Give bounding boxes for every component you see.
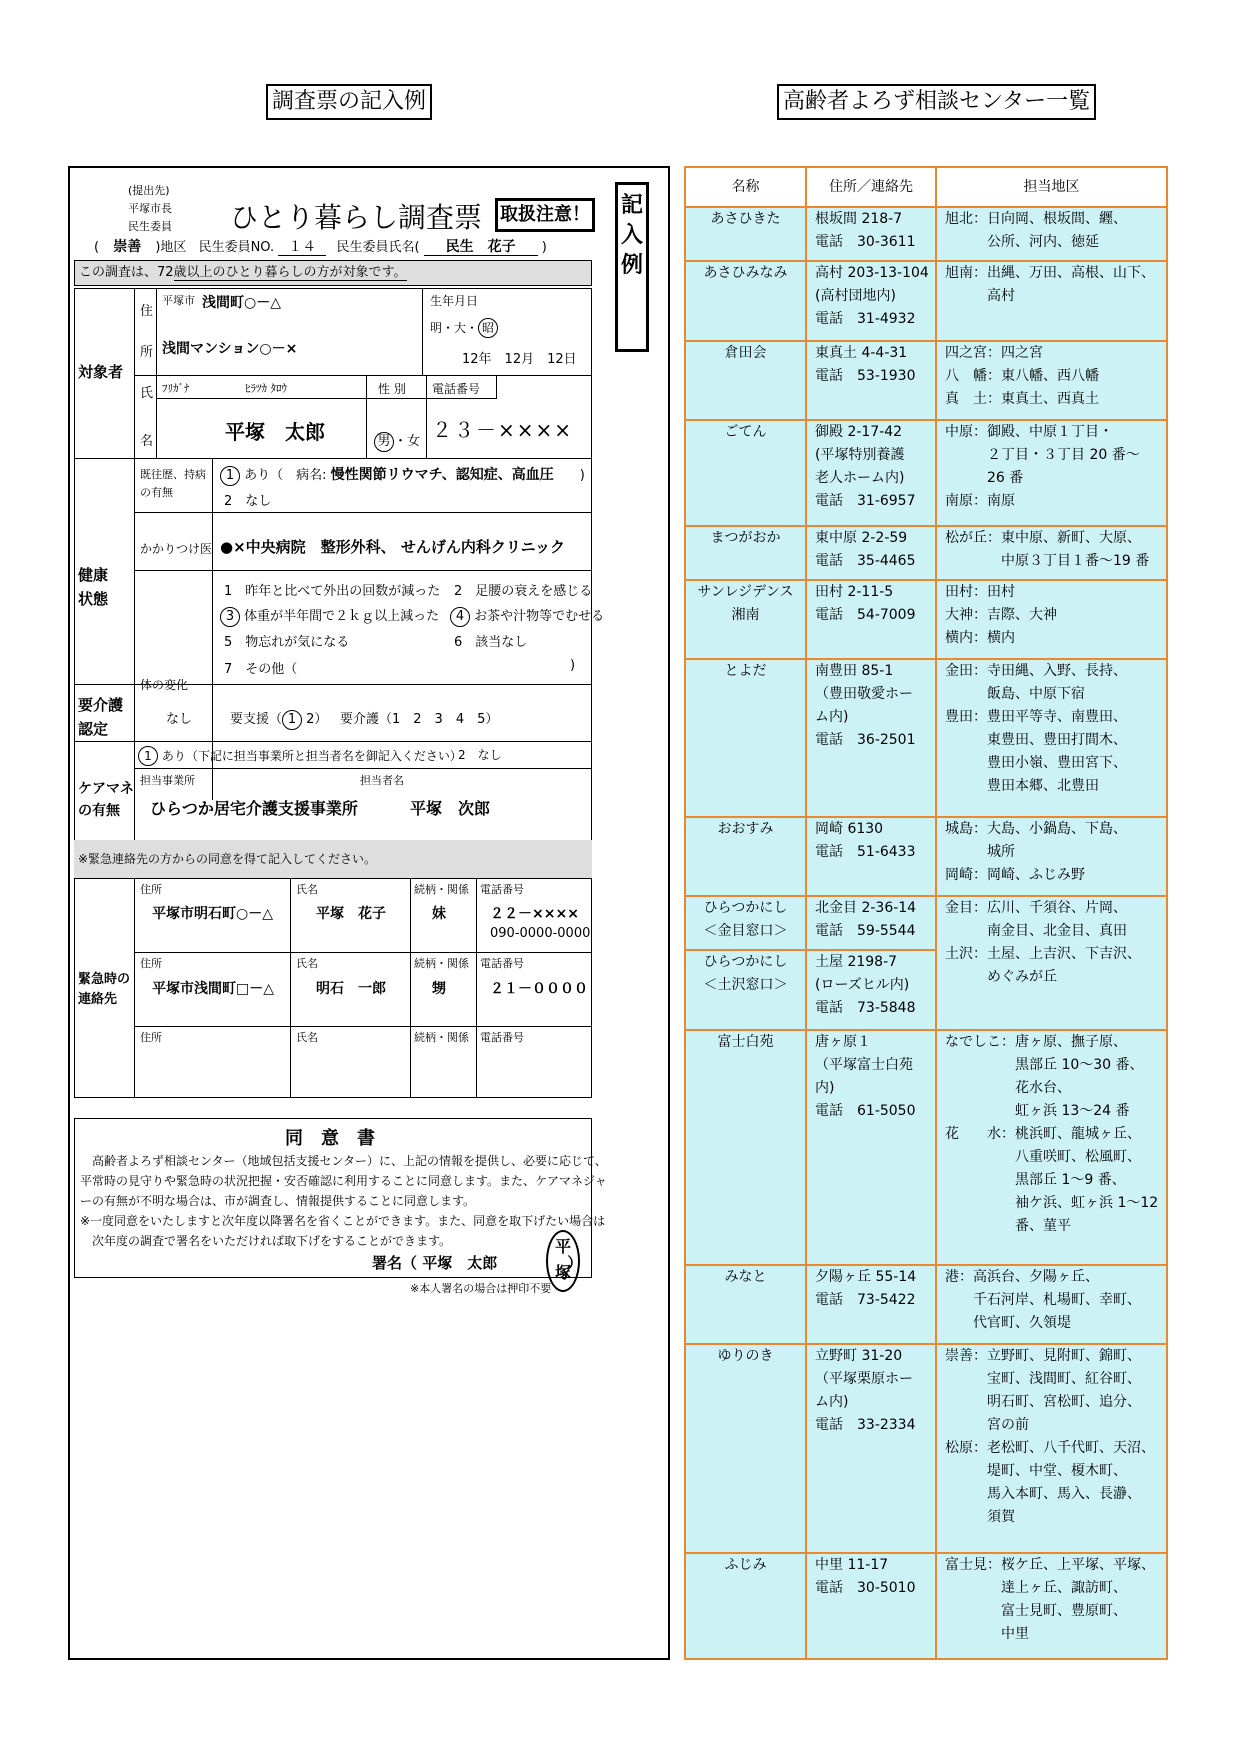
center-addr-line: (高村団地内) [815,287,896,304]
member-no-value: １４ [278,239,326,256]
center-area-line: 金目：広川、千須谷、片岡、 [945,900,1127,917]
form-grid [74,288,592,1098]
contact-address: 平塚市明石町○－△ [152,906,273,922]
member-name-label: 民生委員氏名( [336,240,420,255]
center-row [685,1344,1167,1553]
center-addr-line: 電話 31-6957 [815,493,916,510]
center-addr-line: 電話 35-4465 [815,552,916,569]
header-area: 担当地区 [936,167,1167,207]
center-addr-line: 高村 203-13-104 [815,264,929,281]
col-phone: 電話番号 [480,1031,524,1044]
center-area-line: 横内：横内 [945,629,1015,646]
center-name [685,896,806,950]
change-item [220,605,439,627]
center-addr-line: 岡崎 6130 [815,820,884,837]
emergency-label: 連絡先 [78,992,118,1007]
col-relation: 続柄・関係 [414,1031,469,1044]
col-address: 住所 [140,883,162,896]
example-mark-char: 記 [620,193,643,218]
center-name [685,659,806,816]
center-area-line: 大神：吉際、大神 [945,606,1057,623]
subject-name: 平塚 太郎 [225,420,325,444]
center-area-line: 飯島、中原下宿 [945,686,1085,703]
member-name-close: ) [541,240,547,255]
center-area-line: 八 幡：東八幡、西八幡 [945,367,1099,384]
center-area-line: 富士見：桜ケ丘、上平塚、平塚、 [945,1557,1155,1574]
center-row [685,341,1167,421]
furigana-label: ﾌﾘｶﾞﾅ [162,382,190,395]
cm-yes-text: あり（下記に担当事業所と担当者名を御記入ください） [161,749,462,763]
col-relation: 続柄・関係 [414,957,469,970]
center-addr [806,261,936,341]
center-area-line: 番、菫平 [945,1218,1071,1235]
center-row [685,817,1167,897]
center-table-header [685,167,1167,207]
gender-selected: 男 [374,432,394,452]
gender-label: 性 別 [378,382,406,396]
contact-relation: 妹 [432,906,446,922]
center-area-line: 松原：老松町、八千代町、天沼、 [945,1440,1155,1457]
center-area-line: 崇善：立野町、見附町、錦町、 [945,1348,1141,1365]
center-name-line: おおすみ [717,820,774,837]
col-phone: 電話番号 [480,883,524,896]
center-name [685,1030,806,1265]
center-name [685,526,806,580]
center-row [685,896,1167,950]
center-name [685,261,806,341]
contact-relation: 甥 [432,981,446,997]
change-item: 6 該当なし [454,635,528,650]
cm-yes-num: 1 [138,746,158,766]
center-area-line: 袖ケ浜、虹ヶ浜 1～12 [945,1195,1159,1212]
center-name-line: ふじみ [724,1557,767,1574]
center-addr-line: 夕陽ヶ丘 55-14 [815,1268,917,1285]
name-label: 名 [140,434,154,449]
history-yes-label: あり（ 病名: [244,468,327,483]
center-area-line: 中原３丁目１番～19 番 [945,552,1150,569]
center-addr [806,580,936,660]
change-item: 2 足腰の衰えを感じる [454,584,593,599]
center-addr-line: 電話 36-2501 [815,732,916,749]
col-name: 氏名 [296,883,318,896]
change-item-text: お茶や汁物等でむせる [474,609,605,624]
center-name-line: ＜金目窓口＞ [703,923,788,940]
center-area-line: 宮の前 [945,1417,1029,1434]
consent-title: 同 意 書 [285,1128,375,1149]
center-area-line: 須賀 [945,1509,1015,1526]
center-addr [806,817,936,897]
era-prefix: 明・大・ [430,321,479,335]
center-name [685,580,806,660]
center-area [936,261,1167,341]
history-no: 2 なし [224,494,272,509]
center-area-line: 黒部丘 10～30 番、 [945,1057,1144,1074]
member-name-value: 民生 花子 [424,239,538,256]
center-addr [806,950,936,1030]
consent-line: ーの有無が不明な場合は、市が調査し、情報提供することに同意します。 [80,1194,476,1208]
center-addr-line: ム内) [815,1394,849,1411]
center-area-line: 堤町、中堂、榎木町、 [945,1463,1127,1480]
center-addr-line: 電話 30-3611 [815,234,916,250]
seal-note: ※本人署名の場合は押印不要 [410,1282,552,1295]
center-addr-line: 中里 11-17 [815,1557,889,1574]
district-suffix: )地区 [155,240,187,255]
gender-value [374,430,420,452]
consent-line: 平常時の見守りや緊急時の状況把握・安否確認に利用することに同意します。また、ケアマネジャ [80,1174,607,1188]
center-name-line: ひらつかにし [703,954,788,971]
center-row [685,207,1167,261]
center-name [685,341,806,421]
care-cert-label: 認定 [78,720,109,738]
center-name [685,420,806,526]
center-area [936,1030,1167,1265]
center-addr-line: 御殿 2-17-42 [815,424,903,441]
center-addr-line: 東真土 4-4-31 [815,344,908,361]
center-row [685,580,1167,660]
center-area-line: 城所 [945,843,1015,860]
care-none: なし [166,712,193,727]
center-addr-line: 東中原 2-2-59 [815,529,908,546]
city-label: 平塚市 [162,294,195,307]
center-name-line: まつがおか [710,529,781,546]
center-area-line: 土沢：土屋、上吉沢、下吉沢、 [945,946,1141,963]
center-addr-line: 内) [815,1080,835,1097]
doctor-value: ●×中央病院 整形外科、 せんげん内科クリニック [220,538,565,556]
center-addr-line: 電話 73-5422 [815,1291,916,1308]
submit-to-mayor: 平塚市長 [128,202,172,215]
center-addr-line: 南豊田 85-1 [815,663,894,680]
center-area-line: 港：高浜台、夕陽ヶ丘、 [945,1268,1099,1285]
change-item [450,605,604,627]
center-addr-line: （平塚栗原ホー [815,1371,913,1388]
center-name-line: 湘南 [731,606,760,623]
col-phone: 電話番号 [480,957,524,970]
center-area [936,207,1167,261]
care-support-selected: 1 [282,710,302,730]
center-area [936,1265,1167,1345]
center-row [685,1265,1167,1345]
birth-date: 12年 12月 12日 [462,352,577,367]
member-line [72,236,592,258]
care-cert-label: 要介護 [78,696,124,714]
center-area-line: 豊田小嶺、豊田宮下、 [945,755,1127,772]
center-addr-line: 土屋 2198-7 [815,954,898,971]
center-addr-line: ム内) [815,709,849,726]
center-name [685,207,806,261]
center-row [685,420,1167,526]
center-addr [806,659,936,816]
center-addr [806,1265,936,1345]
contact-phone2: 090-0000-0000 [490,926,591,941]
center-area-line: 田村：田村 [945,583,1015,600]
cm-no: 2 なし [458,748,502,762]
history-disease: 慢性関節リウマチ、認知症、高血圧 [330,467,554,483]
center-addr-line: 老人ホーム内) [815,470,905,487]
body-change-label: 体の変化 [140,678,189,692]
name-label: 氏 [140,386,154,401]
address-line-2: 浅間マンション○－× [162,341,298,357]
center-area-line: 富士見町、豊原町、 [945,1603,1127,1620]
submit-to-member: 民生委員 [128,220,172,233]
center-area-line: 高村 [945,287,1015,304]
contact-address: 平塚市浅間町□－△ [152,981,274,997]
right-title: 高齢者よろず相談センター一覧 [777,84,1096,120]
center-row [685,1030,1167,1265]
center-addr-line: 電話 30-5010 [815,1580,916,1597]
center-area-line: 旭南：出縄、万田、高根、山下、 [945,264,1155,281]
birth-era [430,318,498,338]
care-level: 要介護（1 2 3 4 5） [340,712,499,727]
target-note-rest: 歳以上のひとり暮らしの方が対象です。 [173,265,407,280]
center-name-line: あさひみなみ [703,264,788,281]
center-name-line: ごてん [724,424,767,441]
center-area-line: なでしこ：唐ヶ原、撫子原、 [945,1034,1127,1051]
consent-line: 次年度の調査で署名をいただければ取下げをすることができます。 [80,1234,452,1248]
center-name-line: ひらつかにし [703,900,788,917]
care-support [230,708,327,730]
center-area-line: 代官町、久領堤 [945,1314,1071,1331]
center-area [936,659,1167,816]
center-area [936,1344,1167,1553]
example-mark-char: 例 [620,253,643,278]
subject-label: 対象者 [78,363,124,381]
center-addr-line: 電話 54-7009 [815,606,916,623]
center-addr [806,1030,936,1265]
center-area-line: 旭北：日向岡、根坂間、纒、 [945,211,1127,227]
center-addr-line: 北金目 2-36-14 [815,900,917,917]
center-name-line: みなと [724,1268,767,1285]
change-item: 5 物忘れが気になる [224,635,350,650]
center-area-line: 公所、河内、徳延 [945,234,1099,250]
center-name-line: 倉田会 [724,344,767,361]
contact-name: 平塚 花子 [316,906,386,922]
center-addr-line: 田村 2-11-5 [815,583,894,600]
center-addr-line: （豊田敬愛ホー [815,686,913,703]
history-label: の有無 [140,486,173,499]
cm-yes [138,746,462,766]
center-area-line: 明石町、宮松町、追分、 [945,1394,1141,1411]
center-addr [806,207,936,261]
example-mark [615,182,649,352]
contact-phone: ２２－×××× [490,906,579,922]
center-area-line: 中原：御殿、中原１丁目・ [945,424,1113,441]
target-note-prefix: この調査は、72 [79,265,174,280]
member-no-label: 民生委員NO. [198,240,275,255]
header-address: 住所／連絡先 [806,167,936,207]
caremanager-label: ケアマネ [78,781,134,797]
doctor-label: かかりつけ医 [140,542,213,556]
col-address: 住所 [140,957,162,970]
center-name [685,950,806,1030]
change-item-text: 体重が半年間で２ｋｇ以上減った [244,609,440,624]
health-label: 状態 [78,590,109,608]
center-name-line: ゆりのき [717,1348,774,1365]
survey-form [68,166,670,1660]
form-title: ひとり暮らし調査票 [230,201,483,234]
center-addr [806,896,936,950]
center-area-line: 岡崎：岡崎、ふじみ野 [945,866,1085,883]
center-area [936,580,1167,660]
center-addr-line: 電話 53-1930 [815,367,916,384]
change-item-num: 3 [220,607,240,627]
change-item: 1 昨年と比べて外出の回数が減った [224,584,441,599]
center-name-line: サンレジデンス [697,583,794,600]
center-name-line: 富士白苑 [717,1034,774,1051]
col-name: 氏名 [296,957,318,970]
office-value: ひらつか居宅介護支援事業所 [150,799,358,818]
history-close: ) [579,468,585,483]
care-support-rest: 2） [306,712,328,727]
change-item-num: 4 [450,607,470,627]
office-label: 担当事業所 [140,774,195,787]
center-area-line: 花水台、 [945,1080,1071,1097]
center-area-line: 東豊田、豊田打間木、 [945,732,1127,749]
col-address: 住所 [140,1031,162,1044]
center-area-line: 千石河岸、札場町、幸町、 [945,1291,1141,1308]
center-table [684,166,1168,1660]
center-area-line: 花 水：桃浜町、龍城ヶ丘、 [945,1126,1141,1143]
center-row [685,1553,1167,1659]
center-area-line: 達上ヶ丘、諏訪町、 [945,1580,1127,1597]
center-area-line: 黒部丘 1～9 番、 [945,1172,1126,1189]
change-item: 7 その他（ [224,662,298,677]
district-value: 崇善 [113,239,142,255]
header-name: 名称 [685,167,806,207]
center-addr-line: (ローズヒル内) [815,977,910,994]
center-area-line: めぐみが丘 [945,969,1057,986]
center-area [936,817,1167,897]
center-addr-line: 唐ヶ原１ [815,1034,871,1051]
contact-phone: ２１－００００ [490,981,588,997]
center-name-line: とよだ [724,663,767,680]
center-area-line: 金田：寺田縄、入野、長持、 [945,663,1127,680]
center-addr-line: 電話 59-5544 [815,923,916,940]
center-addr [806,420,936,526]
history-yes [220,464,585,486]
center-name [685,1553,806,1659]
example-mark-char: 入 [620,223,643,248]
center-addr [806,526,936,580]
center-name [685,1265,806,1345]
birth-label: 生年月日 [430,294,479,308]
consent-line: ※一度同意をいたしますと次年度以降署名を省くことができます。また、同意を取下げたい場合は [80,1214,606,1228]
person-label: 担当者名 [360,774,404,787]
emergency-label: 緊急時の [78,972,131,987]
center-addr-line: 立野町 31-20 [815,1348,903,1365]
caution-stamp: 取扱注意！ [495,198,595,232]
center-addr-line: 根坂間 218-7 [815,211,903,227]
center-addr [806,1344,936,1553]
phone-label: 電話番号 [432,382,481,396]
care-support-prefix: 要支援（ [230,712,283,727]
center-area-line: 南原：南原 [945,493,1015,510]
center-name [685,1344,806,1553]
address-line-1: 浅間町○－△ [202,295,281,311]
center-area-line: 虹ヶ浜 13～24 番 [945,1103,1130,1120]
center-name-line: あさひきた [710,211,781,227]
history-label: 既往歴、持病 [140,468,206,481]
center-area-line: ２丁目・３丁目 20 番～ [945,447,1140,464]
signature-value: 平塚 太郎 [422,1254,498,1272]
person-value: 平塚 次郎 [410,799,491,818]
center-area-line: 豊田本郷、北豊田 [945,778,1099,795]
center-area-line: 真 土：東真土、西真土 [945,390,1099,407]
center-name-line: ＜土沢窓口＞ [703,977,788,994]
address-label: 所 [140,345,154,360]
center-row [685,526,1167,580]
signature-close: ） [567,1254,583,1272]
center-addr-line: 電話 61-5050 [815,1103,916,1120]
center-area [936,526,1167,580]
center-addr [806,1553,936,1659]
center-area-line: 中里 [945,1626,1029,1643]
health-label: 健康 [78,566,109,584]
center-addr-line: （平塚富士白苑 [815,1057,913,1074]
center-area [936,896,1167,1030]
center-addr-line: 電話 73-5848 [815,1000,916,1017]
center-addr-line: 電話 33-2334 [815,1417,916,1434]
target-note [74,260,592,286]
gender-rest: ・女 [394,434,421,449]
emergency-note: ※緊急連絡先の方からの同意を得て記入してください。 [74,840,592,878]
center-addr-line: (平塚特別養護 [815,447,905,464]
col-name: 氏名 [296,1031,318,1044]
center-area-line: 城島：大島、小鍋島、下島、 [945,820,1127,837]
center-name [685,817,806,897]
center-area-line: 四之宮：四之宮 [945,344,1043,361]
furigana-value: ﾋﾗﾂｶ ﾀﾛｳ [245,382,287,395]
center-area-line: 豊田：豊田平等寺、南豊田、 [945,709,1127,726]
subject-phone: ２３－×××× [432,418,574,442]
col-relation: 続柄・関係 [414,883,469,896]
consent-line: 高齢者よろず相談センター（地域包括支援センター）に、上記の情報を提供し、必要に応じて、 [80,1154,607,1168]
center-area-line: 八重咲町、松風町、 [945,1149,1141,1166]
contact-name: 明石 一郎 [316,981,386,997]
era-selected: 昭 [478,318,498,338]
submit-to-label: (提出先) [128,184,170,197]
caremanager-label: の有無 [78,803,120,819]
center-area [936,341,1167,421]
center-area-line: 宝町、浅間町、紅谷町、 [945,1371,1141,1388]
center-area [936,420,1167,526]
center-area-line: 26 番 [945,470,1024,487]
address-label: 住 [140,304,154,319]
seal-stamp: 平塚 [546,1230,580,1292]
district-open: ( [94,240,100,255]
center-area-line: 馬入本町、馬入、長瀞、 [945,1486,1141,1503]
center-row [685,659,1167,816]
center-area-line: 松が丘：東中原、新町、大原、 [945,529,1141,546]
center-row [685,261,1167,341]
left-title: 調査票の記入例 [266,84,432,120]
center-addr [806,341,936,421]
signature-label: 署名（ [372,1254,418,1272]
history-yes-num: 1 [220,466,240,486]
change-item-close: ) [570,658,576,673]
center-area [936,1553,1167,1659]
center-addr-line: 電話 31-4932 [815,310,916,327]
center-addr-line: 電話 51-6433 [815,843,916,860]
center-area-line: 南金目、北金目、真田 [945,923,1127,940]
